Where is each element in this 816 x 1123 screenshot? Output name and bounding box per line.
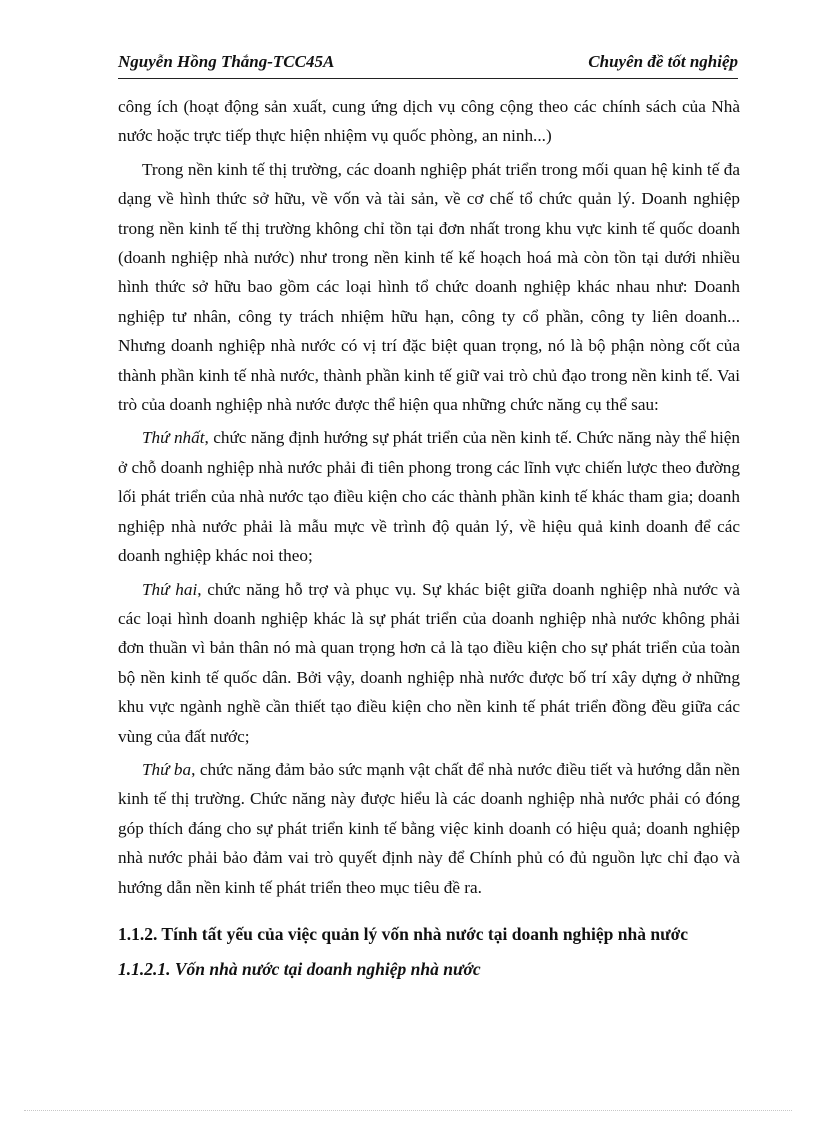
page-header	[118, 52, 738, 80]
paragraph-continuation: công ích (hoạt động sản xuất, cung ứng dịch vụ công cộng theo các chính sách của Nhà nước hoặc trực tiếp thực hiện nhiệm vụ quốc phòng, an ninh...)	[118, 97, 740, 146]
section-heading-1-1-2: 1.1.2. Tính tất yếu của việc quản lý vốn nhà nước tại doanh nghiệp nhà nước	[118, 923, 689, 944]
page-bottom-border	[24, 1110, 792, 1111]
paragraph-lead-second: Thứ hai	[142, 579, 198, 599]
paragraph-lead-third: Thứ ba	[142, 759, 192, 779]
paragraph-third-function	[118, 755, 740, 902]
paragraph-market-economy: Trong nền kinh tế thị trường, các doanh nghiệp phát triển trong mối quan hệ kinh tế đa dạng về hình thức sở hữu, về vốn và tài sản, về cơ chế tổ chức quản lý. Doanh nghiệp trong nền kinh tế thị trường không chỉ tồn tại đơn nhất trong khu vực kinh tế quốc doanh (doanh nghiệp nhà nước) như trong nền kinh tế kế hoạch hoá mà còn tồn tại dưới nhiều hình thức sở hữu bao gồm các loại hình tổ chức doanh nghiệp khác nhau như: Doanh nghiệp tư nhân, công ty trách nhiệm hữu hạn, công ty cổ phần, công ty liên doanh... Nhưng doanh nghiệp nhà nước có vị trí đặc biệt quan trọng, nó là bộ phận nòng cốt của thành phần kinh tế nhà nước, thành phần kinh tế giữ vai trò chủ đạo trong nền kinh tế. Vai trò của doanh nghiệp nhà nước được thể hiện qua những chức năng cụ thể sau:	[118, 159, 740, 415]
paragraph-lead-first: Thứ nhất	[142, 428, 205, 448]
paragraph-second-function	[118, 575, 740, 751]
header-document-type: Chuyên đề tốt nghiệp	[588, 52, 738, 71]
paragraph-body-first: , chức năng định hướng sự phát triển của nền kinh tế. Chức năng này thể hiện ở chỗ doanh nghiệp nhà nước phải đi tiên phong trong các lĩnh vực chiến lược theo đường lối phát triển của nhà nước tạo điều kiện cho các thành phần kinh tế khác tham gia; doanh nghiệp nhà nước phải là mẫu mực về trình độ quản lý, về hiệu quả kinh doanh để các doanh nghiệp khác noi theo;	[118, 428, 740, 566]
subsection-heading-1-1-2-1: 1.1.2.1. Vốn nhà nước tại doanh nghiệp nhà nước	[118, 959, 481, 980]
paragraph-body-third: , chức năng đảm bảo sức mạnh vật chất để nhà nước điều tiết và hướng dẫn nền kinh tế thị trường. Chức năng này được hiểu là các doanh nghiệp nhà nước phải có đóng góp thích đáng cho sự phát triển kinh tế bằng việc kinh doanh có hiệu quả; doanh nghiệp nhà nước phải bảo đảm vai trò quyết định này để Chính phủ có đủ nguồn lực chỉ đạo và hướng dẫn nền kinh tế phát triển theo mục tiêu đề ra.	[118, 759, 740, 897]
document-body	[118, 92, 740, 987]
paragraph-first-function	[118, 423, 740, 570]
paragraph-body-second: , chức năng hỗ trợ và phục vụ. Sự khác biệt giữa doanh nghiệp nhà nước và các loại hình doanh nghiệp khác là sự phát triển của doanh nghiệp nhà nước không phải đơn thuần vì bản thân nó mà quan trọng hơn cả là tạo điều kiện cho sự phát triển của toàn bộ nền kinh tế quốc dân. Bởi vậy, doanh nghiệp nhà nước được bố trí xây dựng ở những khu vực ngành nghề cần thiết tạo điều kiện cho nền kinh tế phát triển đồng đều giữa các vùng của đất nước;	[118, 579, 740, 746]
header-rule	[118, 78, 738, 79]
header-author: Nguyễn Hồng Thắng-TCC45A	[118, 52, 335, 71]
